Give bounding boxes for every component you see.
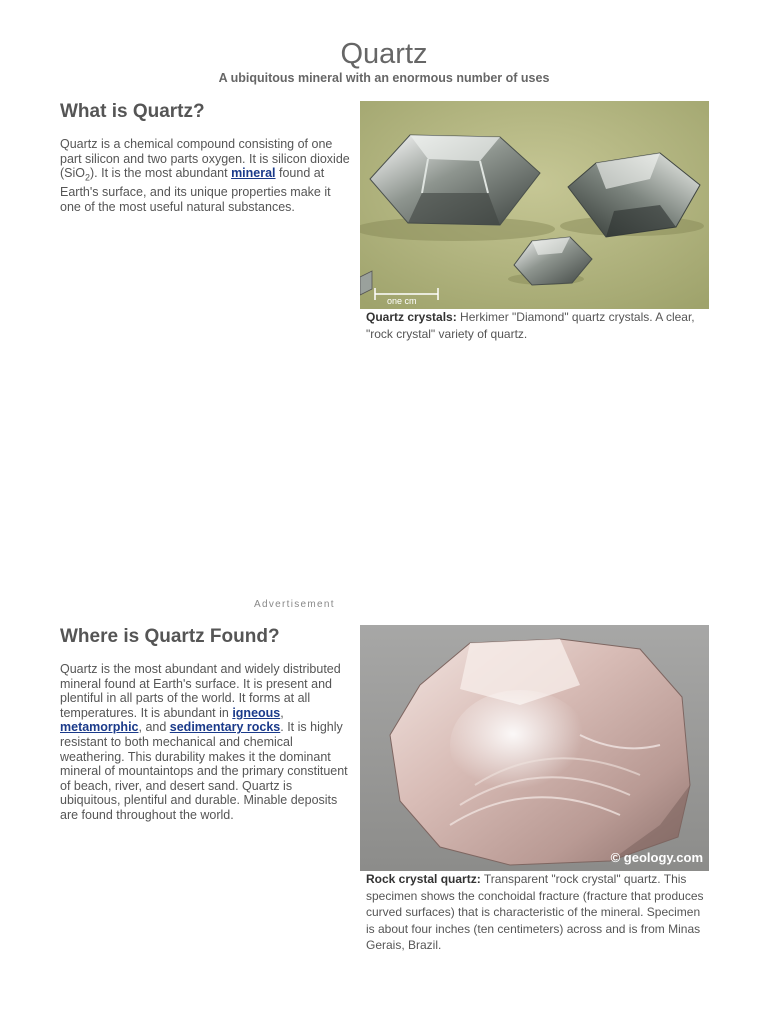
link-mineral[interactable]: mineral (231, 166, 276, 181)
photo-caption-rock-crystal: Rock crystal quartz: Transparent "rock crystal" quartz. This specimen shows the conchoidal fracture (fracture that produces curved surfaces) that is characteristic of the mineral. Specimen is about four inches (ten centimeters) across and is from Minas Gerais, Brazil. (366, 872, 704, 952)
quartz-crystals-illustration (360, 101, 709, 309)
section-paragraph-what-is-quartz: Quartz is a chemical compound consisting of one part silicon and two parts oxygen. It is silicon dioxide (SiO$_2$). It is the most abundant mineral found at Earth's surface, and its unique properties make it one of the most useful natural substances. (60, 137, 350, 214)
page-title: Quartz (340, 38, 428, 70)
advertisement-label: Advertisement (254, 599, 335, 610)
image-credit: © geology.com (610, 850, 703, 865)
link-sedimentary-rocks[interactable]: sedimentary rocks (169, 720, 281, 735)
section-heading-what-is-quartz: What is Quartz? (60, 101, 205, 122)
rock-crystal-illustration (360, 625, 709, 871)
section-paragraph-where-found: Quartz is the most abundant and widely distributed mineral found at Earth's surface. It is present and plentiful in all parts of the world. It forms at all temperatures. It is abundant in igneous, metamorphic, and sedimentary rocks. It is highly resistant to both mechanical and chemical weathering. This durability makes it the dominant mineral of mountaintops and the primary constituent of beach, river, and desert sand. Quartz is ubiquitous, plentiful and durable. Minable deposits are found throughout the world. (60, 662, 348, 822)
rock-crystal-quartz-photo (360, 625, 709, 871)
photo-caption-quartz-crystals: Quartz crystals: Herkimer "Diamond" quartz crystals. A clear, "rock crystal" variety of quartz. (366, 310, 695, 341)
section-heading-where-found: Where is Quartz Found? (60, 626, 280, 647)
page-subtitle: A ubiquitous mineral with an enormous number of uses (218, 71, 550, 85)
quartz-crystals-photo (360, 101, 709, 309)
link-metamorphic[interactable]: metamorphic (60, 720, 139, 735)
link-igneous[interactable]: igneous (232, 705, 281, 720)
scale-bar-label: one cm (387, 296, 417, 306)
